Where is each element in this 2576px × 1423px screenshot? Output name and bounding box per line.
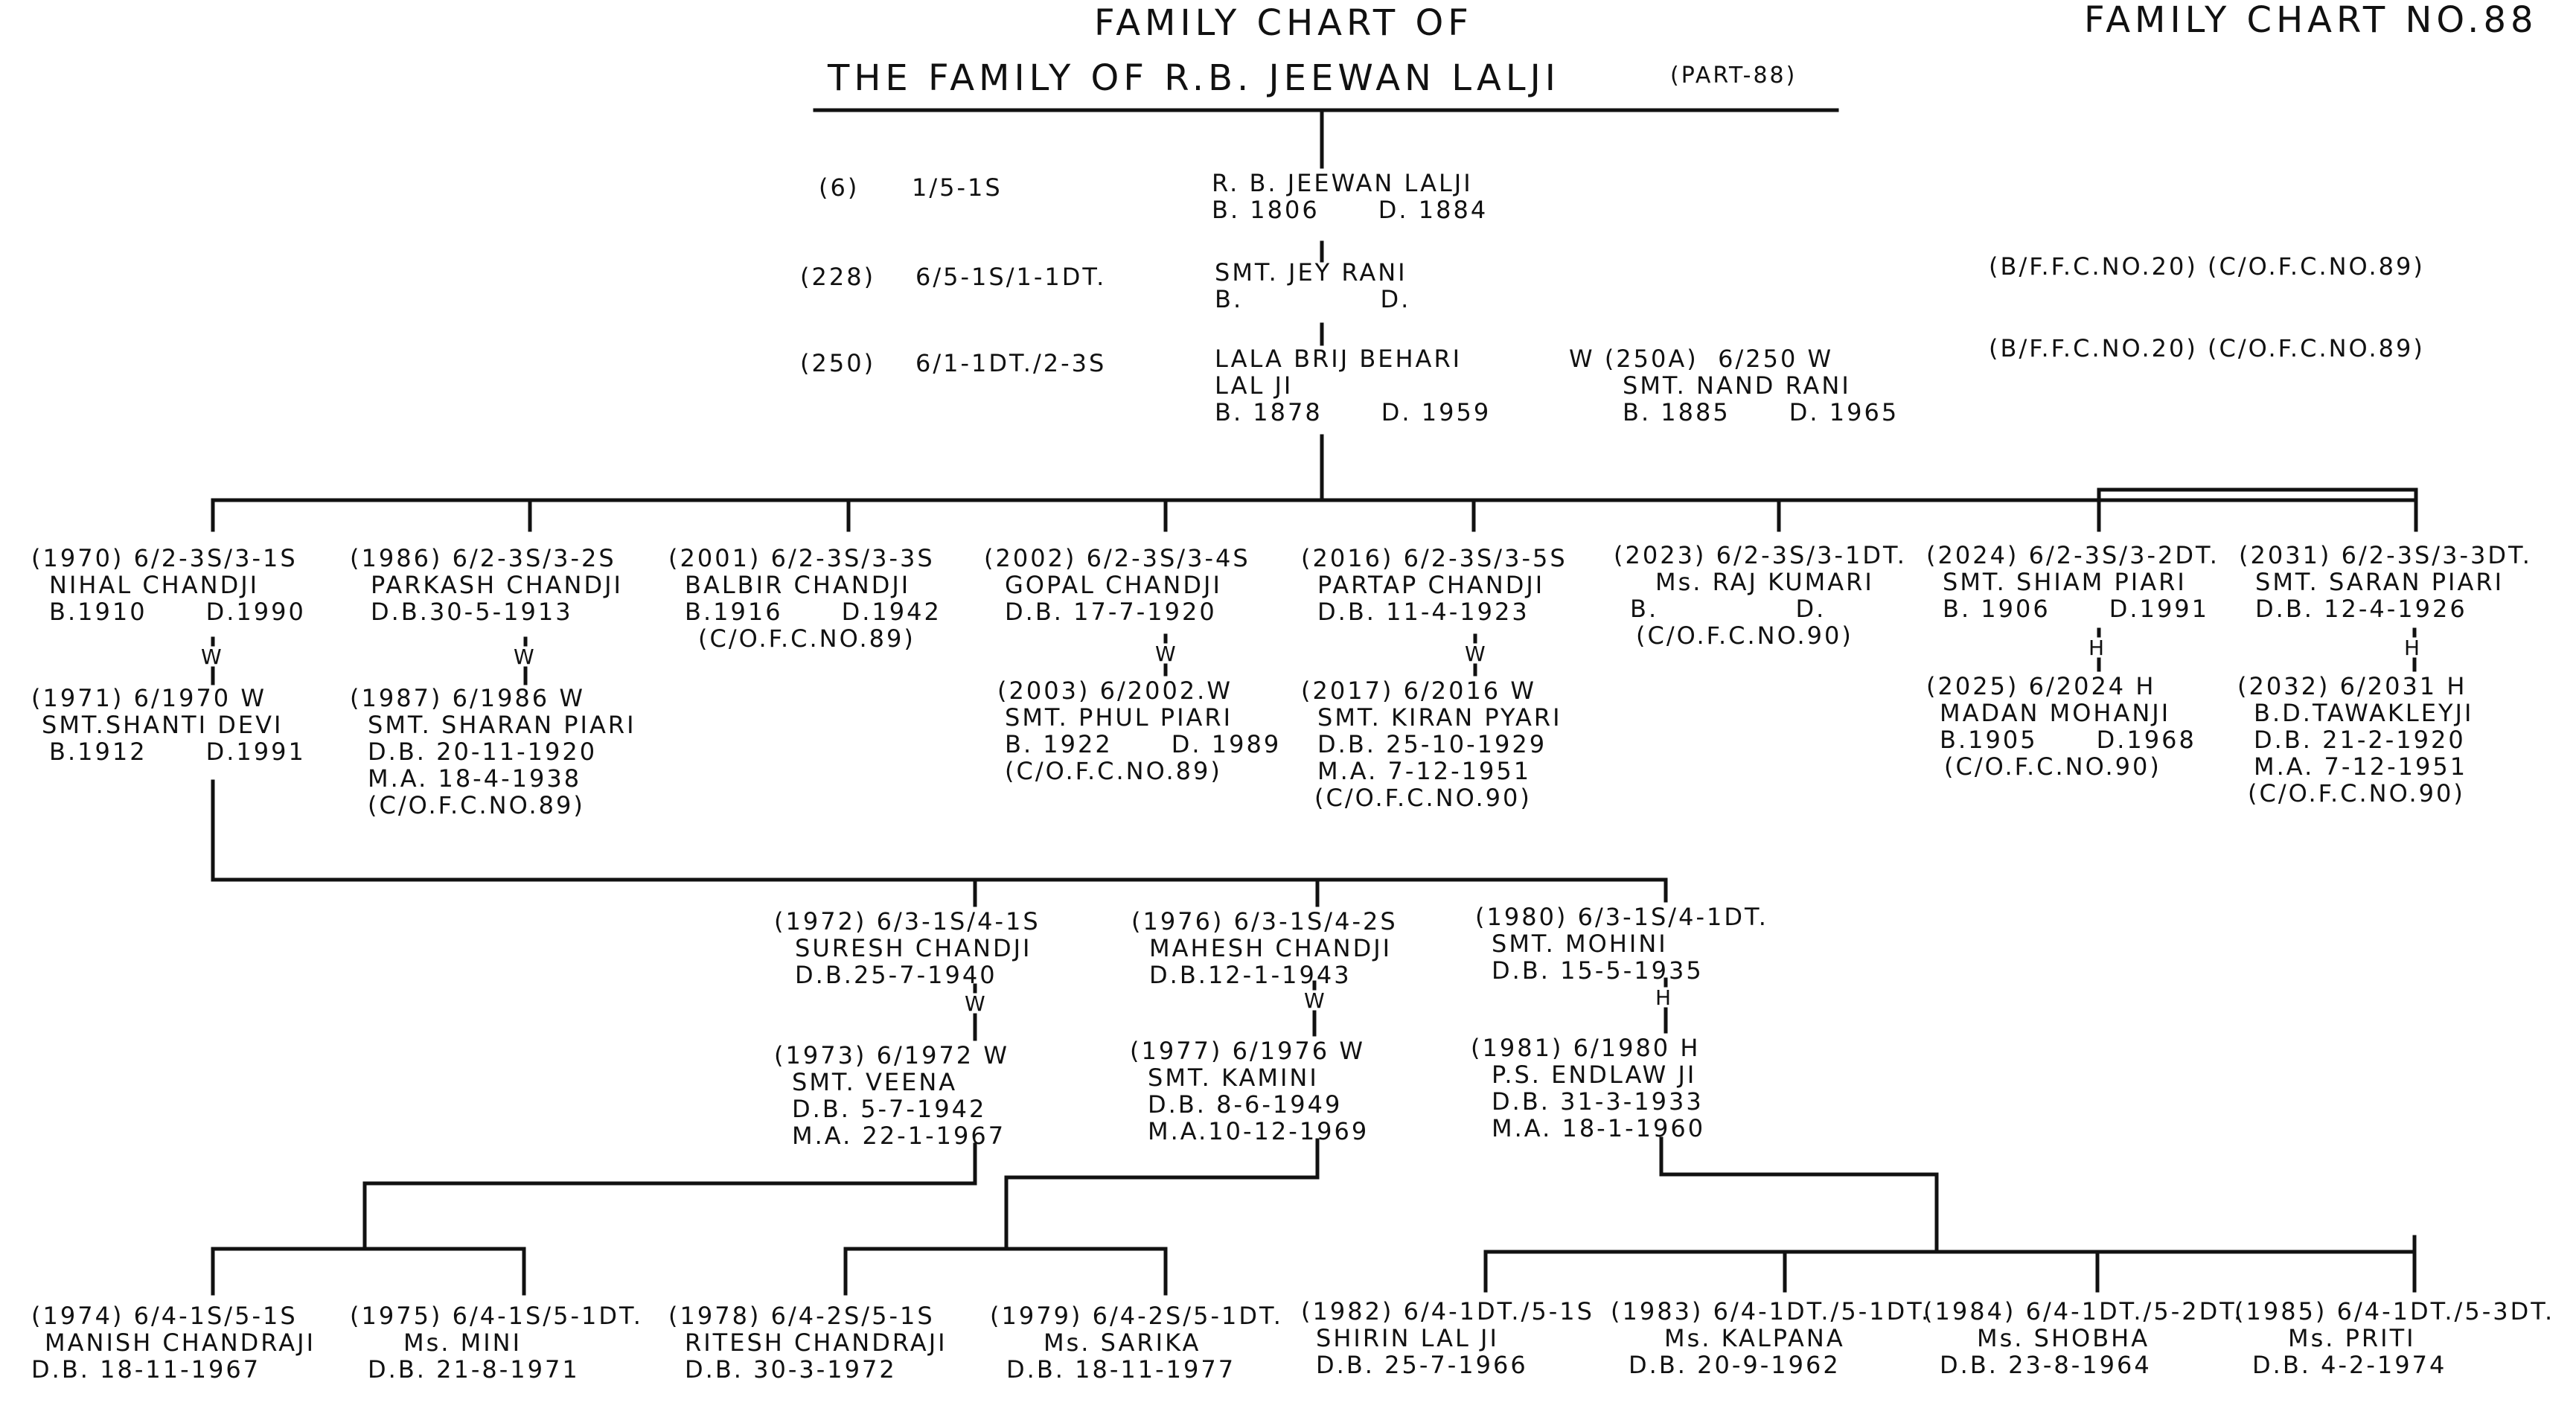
chart-reference: (C/O.F.C.NO.89) [368,791,585,819]
person-heading: (1973) 6/1972 W [774,1041,1009,1069]
person-dates: D.B. 12-4-1926 [2255,595,2467,623]
person-name: SMT. MOHINI [1492,930,1668,958]
person-name: NIHAL CHANDJI [49,571,260,599]
person-dates: B.1910 D.1990 [49,598,306,626]
person-name: Ms. SARIKA [1043,1328,1201,1357]
person-dates: D.B. 20-9-1962 [1629,1351,1841,1379]
spouse-250a-node [1569,345,1899,426]
ancestor-2-refs: (B/F.F.C.NO.20) (C/O.F.C.NO.89) [1989,252,2425,281]
person-name: SMT. JEY RANI [1215,258,1407,287]
person-dates: B. 1885 D. 1965 [1623,398,1899,426]
person-name: SMT. SHARAN PIARI [368,711,636,739]
person-heading: (1979) 6/4-2S/5-1DT. [990,1302,1283,1330]
person-name: R. B. JEEWAN LALJI [1212,169,1473,197]
chart-title-line2: THE FAMILY OF R.B. JEEWAN LALJI [828,57,1560,99]
person-heading: (1987) 6/1986 W [350,684,585,712]
marriage-mark: W [201,645,222,669]
person-heading: (1971) 6/1970 W [31,684,266,712]
marriage-date: M.A. 18-1-1960 [1492,1114,1706,1142]
gen5-person-1985 [2234,1298,2554,1378]
person-name: SMT. SARAN PIARI [2255,568,2505,596]
person-heading: (1980) 6/3-1S/4-1DT. [1475,903,1768,931]
person-heading: (1986) 6/2-3S/3-2S [350,544,616,572]
person-name: MANISH CHANDRAJI [45,1328,316,1357]
person-name: SMT. KIRAN PYARI [1317,703,1562,732]
person-heading: (2016) 6/2-3S/3-5S [1301,544,1567,572]
gen3-spouse-2003 [984,677,1281,784]
ancestor-3-refs: (B/F.F.C.NO.20) (C/O.F.C.NO.89) [1989,334,2425,362]
ancestor-1-code: 1/5-1S [912,173,1003,202]
person-dates: D.B. 21-8-1971 [368,1355,580,1384]
gen4-person-1972 [774,908,1041,988]
marriage-mark: W [965,991,985,1016]
gen4-person-1980 [1475,904,1768,984]
gen5-person-1978 [668,1302,947,1383]
person-dates: B. D. [1215,285,1411,313]
person-dates: D.B. 8-6-1949 [1148,1090,1343,1119]
gen3-person-2002 [984,545,1250,625]
person-heading: (2025) 6/2024 H [1926,672,2156,700]
gen3-person-2016 [1301,545,1567,625]
person-dates: B.1916 D.1942 [685,598,942,626]
marriage-mark: H [2088,636,2105,660]
gen3-person-1970 [31,545,306,625]
marriage-mark: W [1304,988,1325,1013]
gen3-spouse-1987 [350,685,636,819]
person-name: B.D.TAWAKLEYJI [2254,699,2474,727]
gen5-person-1982 [1301,1298,1594,1378]
person-heading: (1981) 6/1980 H [1471,1034,1701,1062]
person-heading: (2002) 6/2-3S/3-4S [984,544,1250,572]
person-name: SHIRIN LAL JI [1316,1324,1499,1352]
person-dates: D.B. 20-11-1920 [368,738,598,766]
person-dates: D.B. 21-2-1920 [2254,726,2466,754]
person-dates: B.1912 D.1991 [49,738,306,766]
gen4-spouse-1981 [1471,1035,1705,1142]
gen4-spouse-1973 [774,1042,1009,1149]
gen3-spouse-1971 [31,685,306,765]
marriage-date: M.A. 7-12-1951 [2254,752,2468,781]
person-name: Ms. PRITI [2288,1324,2416,1352]
person-name: PARTAP CHANDJI [1317,571,1545,599]
ancestor-3-id: (250) [800,349,876,377]
person-name: Ms. RAJ KUMARI [1655,568,1874,596]
chart-title-line1: FAMILY CHART OF [1094,2,1473,44]
person-name: BALBIR CHANDJI [685,571,911,599]
chart-number: FAMILY CHART NO.88 [2084,0,2538,41]
person-dates: D.B. 23-8-1964 [1940,1351,2152,1379]
marriage-mark: H [1655,985,1672,1010]
person-dates: D.B. 15-5-1935 [1492,956,1704,985]
person-dates: B. D. [1630,595,1826,623]
person-heading: (2024) 6/2-3S/3-2DT. [1926,541,2219,569]
person-dates: D.B. 5-7-1942 [792,1095,987,1123]
gen5-person-1984 [1923,1298,2243,1378]
person-name: SMT. NAND RANI [1623,371,1851,400]
person-name: SMT. SHIAM PIARI [1943,568,2187,596]
gen5-person-1974 [31,1302,316,1383]
marriage-date: M.A.10-12-1969 [1148,1117,1370,1145]
person-heading: (2017) 6/2016 W [1301,677,1536,705]
marriage-mark: W [1465,642,1486,666]
person-dates: D.B. 17-7-1920 [1005,598,1217,626]
person-dates: B. 1806 D. 1884 [1212,196,1489,224]
chart-reference: (C/O.F.C.NO.90) [1636,621,1853,650]
person-heading: (1975) 6/4-1S/5-1DT. [350,1302,643,1330]
person-heading: (2023) 6/2-3S/3-1DT. [1614,541,1907,569]
gen5-person-1975 [350,1302,643,1383]
ancestor-2-node [1215,259,1410,313]
person-heading: (1978) 6/4-2S/5-1S [668,1302,935,1330]
person-dates: D.B. 31-3-1933 [1492,1087,1704,1116]
person-heading: (2031) 6/2-3S/3-3DT. [2239,541,2532,569]
person-dates: D.B. 30-3-1972 [685,1355,897,1384]
person-heading: (1983) 6/4-1DT./5-1DT. [1611,1297,1931,1326]
gen4-person-1976 [1131,908,1398,988]
gen3-person-1986 [350,545,623,625]
gen3-person-2024 [1926,542,2219,622]
person-name: SMT.SHANTI DEVI [42,711,284,739]
chart-reference: (C/O.F.C.NO.90) [2248,779,2465,808]
person-heading: (1982) 6/4-1DT./5-1S [1301,1297,1594,1326]
gen3-person-2023 [1614,542,1907,649]
person-dates: B. 1878 D. 1959 [1215,398,1492,426]
ancestor-3-code: 6/1-1DT./2-3S [915,349,1107,377]
person-name: MADAN MOHANJI [1940,699,2171,727]
person-heading: (2003) 6/2002.W [997,677,1233,705]
gen3-spouse-2032 [2237,673,2473,807]
chart-reference: (C/O.F.C.NO.90) [1944,752,2161,781]
person-name-cont: LAL JI [1215,371,1294,400]
person-name: SMT. KAMINI [1148,1064,1319,1092]
person-dates: D.B. 11-4-1923 [1317,598,1530,626]
gen5-person-1979 [990,1302,1283,1383]
person-name: SMT. PHUL PIARI [1005,703,1233,732]
gen4-spouse-1977 [1130,1037,1369,1145]
marriage-date: M.A. 7-12-1951 [1317,757,1532,785]
person-name: PARKASH CHANDJI [371,571,623,599]
person-dates: D.B. 18-11-1967 [31,1355,261,1384]
person-dates: D.B.25-7-1940 [795,961,997,989]
chart-reference: (C/O.F.C.NO.89) [1005,757,1222,785]
person-heading: (2001) 6/2-3S/3-3S [668,544,935,572]
chart-reference: (C/O.F.C.NO.90) [1314,784,1532,812]
person-dates: D.B. 25-10-1929 [1317,730,1547,758]
gen3-person-2031 [2239,542,2532,622]
person-name: SMT. VEENA [792,1068,958,1096]
person-dates: D.B. 18-11-1977 [1006,1355,1236,1384]
person-heading: (1972) 6/3-1S/4-1S [774,907,1041,936]
person-dates: D.B. 4-2-1974 [2252,1351,2447,1379]
person-dates: D.B.30-5-1913 [371,598,573,626]
person-dates: B.1905 D.1968 [1940,726,2196,754]
ancestor-1-node [1212,170,1488,223]
gen3-spouse-2017 [1301,677,1562,811]
marriage-date: M.A. 18-4-1938 [368,764,582,793]
chart-reference: (C/O.F.C.NO.89) [698,624,915,653]
person-heading: (1970) 6/2-3S/3-1S [31,544,298,572]
person-heading: (1984) 6/4-1DT./5-2DT. [1923,1297,2244,1326]
person-name: SURESH CHANDJI [795,934,1032,962]
marriage-mark: W [514,645,534,669]
person-dates: D.B. 25-7-1966 [1316,1351,1528,1379]
ancestor-2-code: 6/5-1S/1-1DT. [915,263,1107,291]
spouse-heading: W (250A) 6/250 W [1569,345,1834,373]
person-heading: (1974) 6/4-1S/5-1S [31,1302,298,1330]
person-heading: (1976) 6/3-1S/4-2S [1131,907,1398,936]
chart-part-label: (PART-88) [1670,63,1797,89]
person-name: Ms. SHOBHA [1977,1324,2150,1352]
person-heading: (1977) 6/1976 W [1130,1037,1365,1065]
person-name: MAHESH CHANDJI [1149,934,1393,962]
person-dates: B. 1906 D.1991 [1943,595,2210,623]
person-name: LALA BRIJ BEHARI [1215,345,1463,373]
person-dates: D.B.12-1-1943 [1149,961,1352,989]
ancestor-3-node [1215,345,1491,426]
marriage-mark: W [1155,642,1176,666]
person-name: Ms. KALPANA [1664,1324,1845,1352]
gen3-person-2001 [668,545,942,652]
person-heading: (1985) 6/4-1DT./5-3DT. [2234,1297,2555,1326]
person-dates: B. 1922 D. 1989 [1005,730,1282,758]
person-name: RITESH CHANDRAJI [685,1328,947,1357]
ancestor-1-id: (6) [819,173,860,202]
person-name: GOPAL CHANDJI [1005,571,1222,599]
gen5-person-1983 [1611,1298,1931,1378]
person-name: Ms. MINI [403,1328,522,1357]
marriage-mark: H [2404,636,2420,660]
marriage-date: M.A. 22-1-1967 [792,1122,1006,1150]
person-heading: (2032) 6/2031 H [2237,672,2467,700]
person-name: P.S. ENDLAW JI [1492,1061,1697,1089]
ancestor-2-id: (228) [800,263,876,291]
gen3-spouse-2025 [1926,673,2196,780]
